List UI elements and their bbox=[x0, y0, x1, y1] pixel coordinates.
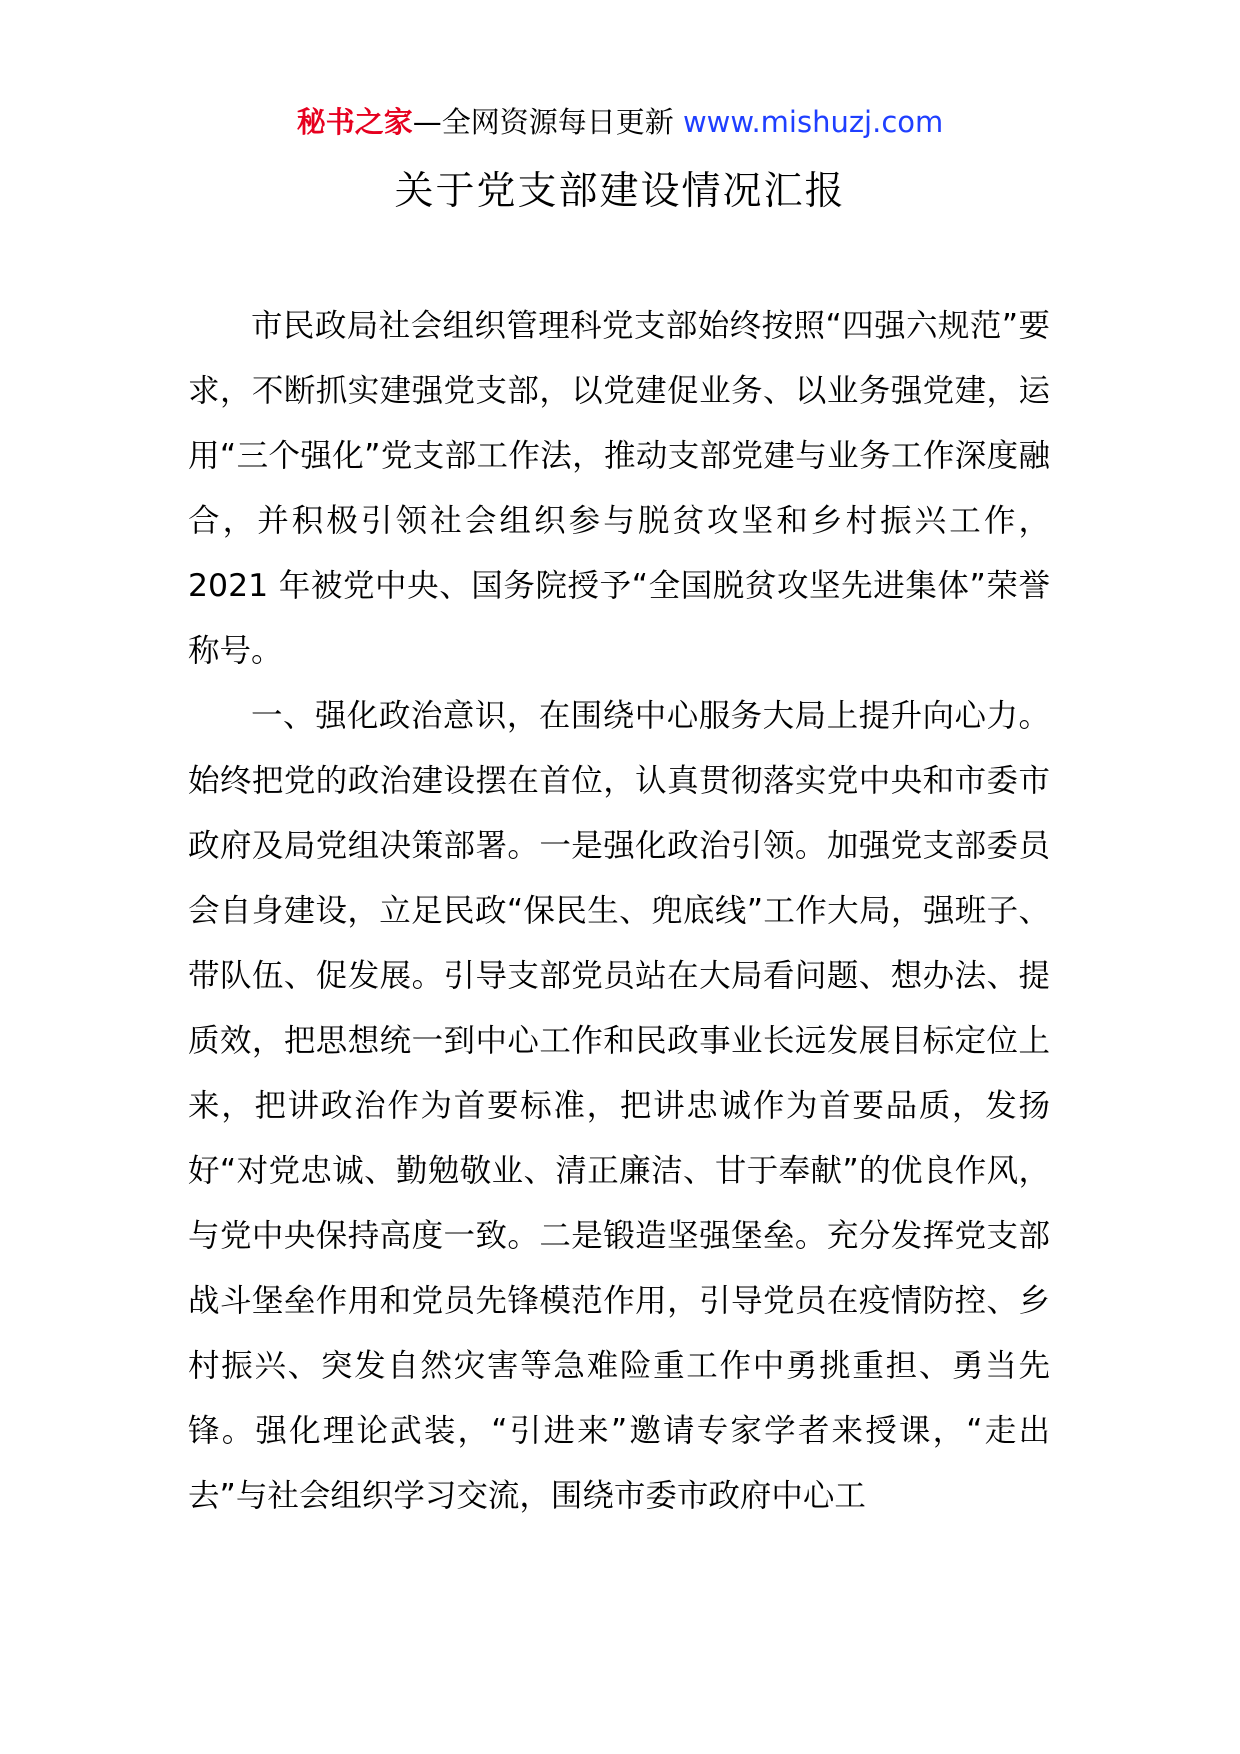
site-brand: 秘书之家 bbox=[296, 105, 413, 139]
document-title: 关于党支部建设情况汇报 bbox=[394, 169, 846, 214]
paragraph-section-one: 一、强化政治意识，在围绕中心服务大局上提升向心力。始终把党的政治建设摆在首位，认真贯彻落实党中央和市委市政府及局党组决策部署。一是强化政治引领。加强党支部委员会自身建设，立足民政“保民生、兜底线”工作大局，强班子、带队伍、促发展。引导支部党员站在大局看问题、想办法、提质效，把思想统一到中心工作和民政事业长远发展目标定位上来，把讲政治作为首要标准，把讲忠诚作为首要品质，发扬好“对党忠诚、勤勉敬业、清正廉洁、甘于奉献”的优良作风，与党中央保持高度一致。二是锻造坚强堡垒。充分发挥党支部战斗堡垒作用和党员先锋模范作用，引导党员在疫情防控、乡村振兴、突发自然灾害等急难险重工作中勇挑重担、勇当先锋。强化理论武装，“引进来”邀请专家学者来授课，“走出去”与社会组织学习交流，围绕市委市政府中心工 bbox=[188, 698, 1050, 1514]
site-tagline: —全网资源每日更新 bbox=[412, 105, 683, 139]
paragraph-intro: 市民政局社会组织管理科党支部始终按照“四强六规范”要求，不断抓实建强党支部，以党建促业务、以业务强党建，运用“三个强化”党支部工作法，推动支部党建与业务工作深度融合，并积极引领社会组织参与脱贫攻坚和乡村振兴工作，2021 年被党中央、国务院授予“全国脱贫攻坚先进集体”荣誉称号。 bbox=[188, 308, 1050, 669]
document-body bbox=[188, 294, 1050, 1529]
site-header bbox=[0, 100, 1240, 144]
site-url-link[interactable]: www.mishuzj.com bbox=[682, 105, 944, 139]
